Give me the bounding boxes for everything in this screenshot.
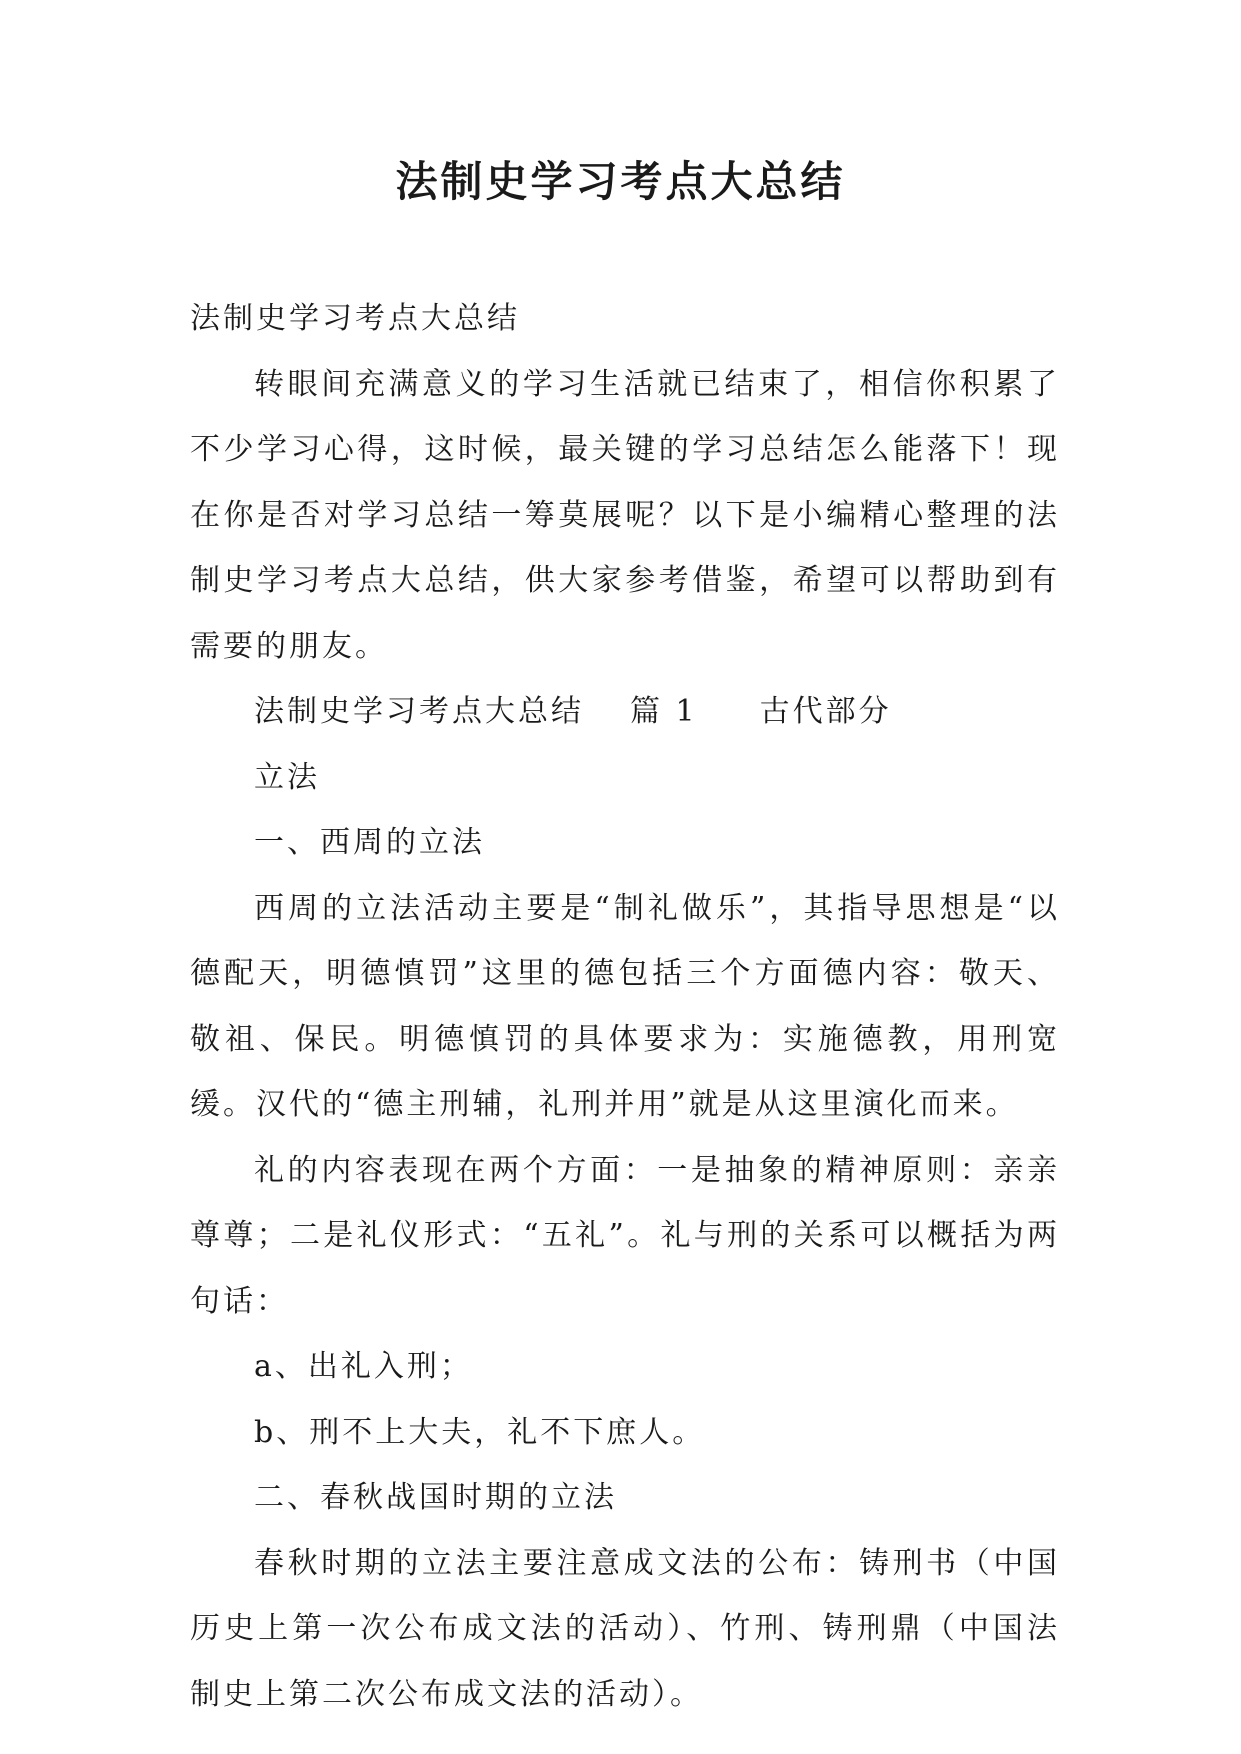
section-label: 立法	[254, 759, 320, 795]
paragraph-1: 西周的立法活动主要是“制礼做乐”，其指导思想是“以德配天，明德慎罚”这里的德包括三个方面德内容：敬天、敬祖、保民。明德慎罚的具体要求为：实施德教，用刑宽缓。汉代的“德主刑辅，礼刑并用”就是从这里演化而来。	[190, 890, 1060, 1122]
document-title: 法制史学习考点大总结	[395, 157, 846, 206]
part-heading-title: 法制史学习考点大总结	[254, 694, 584, 729]
part-heading-chapter: 篇 1	[630, 694, 698, 729]
list-item-a: a、出礼入刑；	[254, 1349, 473, 1384]
list-item-b: b、刑不上大夫，礼不下庶人。	[254, 1414, 706, 1450]
intro-paragraph: 转眼间充满意义的学习生活就已结束了，相信你积累了不少学习心得，这时候，最关键的学习总结怎么能落下！现在你是否对学习总结一筹莫展呢？以下是小编精心整理的法制史学习考点大总结，供大家参考借鉴，希望可以帮助到有需要的朋友。	[190, 366, 1060, 664]
part-heading	[190, 679, 1060, 745]
document-body	[190, 286, 1060, 1727]
document-subtitle: 法制史学习考点大总结	[190, 301, 520, 336]
part-heading-section: 古代部分	[759, 694, 892, 729]
paragraph-2: 礼的内容表现在两个方面：一是抽象的精神原则：亲亲尊尊；二是礼仪形式：“五礼”。礼与刑的关系可以概括为两句话：	[190, 1152, 1060, 1319]
section-heading-1: 一、西周的立法	[254, 825, 485, 860]
section-heading-2: 二、春秋战国时期的立法	[254, 1480, 617, 1515]
paragraph-3: 春秋时期的立法主要注意成文法的公布：铸刑书（中国历史上第一次公布成文法的活动）、竹刑、铸刑鼎（中国法制史上第二次公布成文法的活动）。	[190, 1545, 1060, 1712]
